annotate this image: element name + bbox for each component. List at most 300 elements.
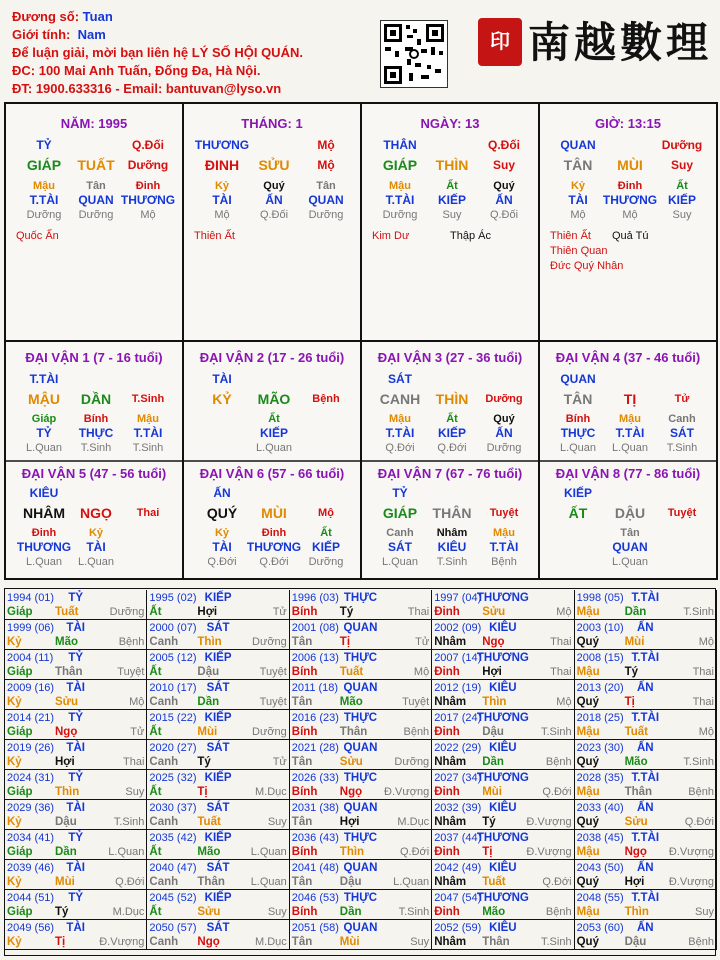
year-stage: L.Quan — [108, 846, 145, 858]
year-stem: Bính — [291, 786, 318, 798]
year-branch: Tuất — [197, 816, 221, 828]
stem-branch: MÙI — [617, 157, 643, 173]
year-star: THỰC — [343, 712, 378, 724]
year-stem: Kỷ — [7, 936, 22, 948]
year-cell — [147, 620, 289, 650]
hidden-ten-god: TỶ — [36, 426, 52, 440]
year-star: TỶ — [68, 832, 84, 844]
year-branch: Sửu — [339, 756, 363, 768]
year-stage: Q.Đới — [115, 876, 145, 888]
phone-email-line[interactable]: ĐT: 1900.633316 - Email: bantuvan@lyso.vn — [12, 81, 282, 96]
year-branch: Mùi — [624, 636, 645, 648]
year-label: 2035 (42) — [149, 832, 197, 844]
year-label: 2048 (55) — [576, 892, 624, 904]
year-branch: Hợi — [197, 606, 218, 618]
stem-branch: DẬU — [614, 505, 646, 521]
year-cell — [5, 590, 147, 620]
hidden-ten-god: KIẾP — [259, 426, 288, 440]
dai-van-star: SÁT — [388, 372, 412, 386]
hidden-stem: Ất — [676, 180, 688, 192]
year-stage: Suy — [267, 906, 287, 918]
stage-label: Q.Đối — [489, 209, 519, 221]
hidden-stem: Bính — [83, 413, 109, 425]
stage-label: Dưỡng — [308, 209, 344, 221]
hidden-stem: Mậu — [389, 180, 411, 192]
hidden-ten-god: TÀI — [568, 193, 588, 207]
hidden-stem: Tân — [316, 180, 336, 192]
year-label: 2041 (48) — [291, 862, 339, 874]
year-stage: Q.Đới — [542, 786, 572, 798]
year-stem: Kỷ — [7, 756, 22, 768]
year-stem: Kỷ — [7, 816, 22, 828]
year-stage: Đ.Vượng — [668, 876, 714, 888]
dai-van-title: ĐẠI VẬN 8 (77 - 86 tuổi) — [555, 466, 701, 481]
year-label: 2002 (09) — [434, 622, 482, 634]
year-branch: Sửu — [55, 696, 79, 708]
year-star: KIẾP — [204, 772, 232, 784]
year-stem: Đinh — [434, 666, 460, 678]
year-label: 2004 (11) — [7, 652, 54, 664]
hidden-ten-god: ẤN — [495, 426, 513, 440]
year-cell — [432, 800, 574, 830]
year-star: THƯƠNG — [476, 772, 529, 784]
year-stage: Tử — [272, 606, 287, 618]
year-branch: Tý — [55, 906, 69, 918]
year-stage: Bệnh — [545, 906, 572, 918]
year-label: 1994 (01) — [7, 592, 55, 604]
pillar-title: NĂM: 1995 — [60, 116, 128, 131]
year-cell — [575, 650, 717, 680]
year-star: SÁT — [206, 922, 230, 934]
year-stage: L.Quan — [393, 876, 430, 888]
year-cell — [432, 830, 574, 860]
star-note: Đức Quý Nhân — [550, 260, 624, 272]
year-star: KIẾP — [204, 652, 232, 664]
year-label: 2014 (21) — [7, 712, 55, 724]
hidden-stem: Kỷ — [214, 180, 230, 192]
year-stem: Ất — [149, 906, 162, 918]
year-branch: Ngọ — [482, 636, 505, 648]
stem-branch: Tuyệt — [489, 507, 519, 519]
duong-so-value: Tuan — [82, 9, 113, 24]
dai-van-cell — [538, 340, 718, 462]
year-star: TỶ — [68, 592, 84, 604]
year-branch: Tị — [624, 696, 635, 708]
hidden-ten-god: TÀI — [212, 193, 232, 207]
hidden-stem: Ất — [446, 413, 458, 425]
ten-god-label: TỶ — [36, 138, 52, 152]
stem-branch: Tử — [674, 393, 690, 405]
stage-label: L.Quan — [25, 442, 63, 454]
year-cell — [5, 830, 147, 860]
year-stage: Thai — [692, 666, 714, 678]
stage-label: L.Quan — [611, 442, 649, 454]
year-stage: T.Sinh — [113, 816, 145, 828]
year-cell — [432, 740, 574, 770]
year-cell — [290, 830, 432, 860]
hidden-stem: Đinh — [617, 180, 643, 192]
hidden-stem: Mậu — [389, 413, 411, 425]
hidden-ten-god: THỰC — [560, 426, 596, 440]
year-branch: Thìn — [624, 906, 649, 918]
year-star: THƯƠNG — [476, 832, 529, 844]
year-star: T.TÀI — [631, 772, 660, 784]
dai-van-star: QUAN — [560, 372, 596, 386]
year-stem: Quý — [576, 936, 599, 948]
year-label: 2012 (19) — [434, 682, 482, 694]
year-stem: Tân — [291, 636, 313, 648]
year-stage: Tử — [415, 636, 430, 648]
stage-label: Q.Đới — [207, 556, 237, 568]
hidden-ten-god: TÀI — [86, 540, 106, 554]
stage-label: L.Quan — [611, 556, 649, 568]
brand-text: 南越數理 — [528, 18, 713, 67]
stage-label: Bệnh — [491, 556, 517, 568]
gioi-tinh-label: Giới tính: — [12, 27, 71, 42]
year-stage: M.Dục — [255, 786, 287, 798]
year-cell — [432, 620, 574, 650]
hidden-ten-god: KIẾP — [311, 540, 340, 554]
year-star: T.TÀI — [631, 592, 660, 604]
hidden-ten-god: TÀI — [212, 540, 232, 554]
dai-van-title: ĐẠI VẬN 1 (7 - 16 tuổi) — [25, 350, 163, 365]
hidden-ten-god: QUAN — [612, 540, 648, 554]
year-branch: Mão — [55, 636, 78, 648]
year-stage: Bệnh — [403, 726, 430, 738]
hidden-ten-god: T.TÀI — [385, 193, 415, 207]
year-stem: Tân — [291, 696, 313, 708]
year-stage: Dưỡng — [252, 726, 287, 738]
year-star: TÀI — [66, 862, 85, 874]
year-stage: Mộ — [556, 696, 572, 708]
year-branch: Dậu — [55, 816, 77, 828]
year-branch: Ngọ — [197, 936, 220, 948]
pillar-title: NGÀY: 13 — [420, 116, 480, 131]
year-star: KIÊU — [489, 622, 517, 634]
year-star: THƯƠNG — [476, 592, 529, 604]
year-branch: Mùi — [482, 786, 502, 798]
year-stage: Bệnh — [545, 756, 572, 768]
dai-van-title: ĐẠI VẬN 3 (27 - 36 tuổi) — [377, 350, 523, 365]
year-star: KIÊU — [489, 862, 517, 874]
header-info — [12, 8, 342, 98]
year-stage: Tuyệt — [117, 666, 145, 678]
year-star: QUAN — [343, 622, 378, 634]
annual-luck-grid — [4, 588, 716, 956]
year-branch: Mão — [482, 906, 506, 918]
year-cell — [432, 680, 574, 710]
star-note: Quốc Ấn — [16, 230, 59, 242]
dai-van-star: T.TÀI — [29, 372, 59, 386]
year-star: TỶ — [68, 772, 84, 784]
year-cell — [575, 860, 717, 890]
year-label: 2023 (30) — [576, 742, 624, 754]
year-stage: Bệnh — [118, 636, 145, 648]
year-label: 2043 (50) — [576, 862, 624, 874]
hidden-ten-god: THƯƠNG — [16, 540, 72, 554]
ten-god-label: Q.Đối — [132, 138, 164, 152]
stage-label: L.Quan — [255, 442, 293, 454]
hidden-ten-god: QUAN — [308, 193, 344, 207]
dai-van-title: ĐẠI VẬN 6 (57 - 66 tuổi) — [199, 466, 345, 481]
year-label: 2022 (29) — [434, 742, 482, 754]
stem-branch: SỬU — [258, 157, 290, 173]
year-star: SÁT — [206, 742, 230, 754]
year-star: ẤN — [636, 622, 654, 634]
year-stem: Bính — [291, 906, 318, 918]
seal-stamp-icon: 印 — [478, 18, 522, 66]
year-label: 2036 (43) — [291, 832, 339, 844]
year-branch: Tý — [482, 816, 496, 828]
hidden-ten-god: THƯƠNG — [246, 540, 302, 554]
year-label: 2042 (49) — [434, 862, 482, 874]
stage-label: Dưỡng — [486, 442, 522, 454]
stem-branch: THÂN — [432, 505, 472, 521]
stem-branch: TÂN — [563, 391, 593, 407]
year-stem: Giáp — [7, 666, 33, 678]
stem-branch: Dưỡng — [485, 393, 523, 405]
year-branch: Hợi — [339, 816, 360, 828]
year-stage: Dưỡng — [394, 756, 430, 768]
year-label: 2038 (45) — [576, 832, 624, 844]
year-stage: Tuyệt — [259, 666, 287, 678]
year-star: TÀI — [66, 742, 85, 754]
stem-branch: Bệnh — [312, 393, 340, 405]
year-branch: Thân — [55, 666, 83, 678]
stage-label: Dưỡng — [26, 209, 62, 221]
hidden-stem: Đinh — [135, 180, 161, 192]
year-stage: Q.Đới — [684, 816, 714, 828]
year-stem: Canh — [149, 876, 179, 888]
year-branch: Thân — [482, 936, 510, 948]
year-stage: T.Sinh — [683, 756, 714, 768]
year-stage: Dưỡng — [252, 636, 287, 648]
year-stem: Nhâm — [434, 636, 467, 648]
year-stem: Mậu — [576, 846, 600, 858]
ten-god-label: Dưỡng — [661, 138, 703, 152]
year-star: ẤN — [636, 742, 654, 754]
year-star: QUAN — [343, 742, 378, 754]
stem-branch: MÙI — [261, 505, 287, 521]
year-label: 2006 (13) — [291, 652, 339, 664]
pillar-cell — [182, 102, 362, 342]
year-label: 2037 (44) — [434, 832, 482, 844]
year-label: 2039 (46) — [7, 862, 55, 874]
year-cell — [432, 920, 574, 950]
year-branch: Dần — [624, 606, 647, 618]
stage-label: Q.Đối — [259, 209, 289, 221]
year-stage: T.Sinh — [398, 906, 430, 918]
year-star: TÀI — [66, 622, 85, 634]
stage-label: T.Sinh — [666, 442, 698, 454]
star-note: Thiên Quan — [550, 245, 608, 257]
year-label: 2027 (34) — [434, 772, 482, 784]
year-label: 2024 (31) — [7, 772, 55, 784]
year-star: KIÊU — [489, 682, 517, 694]
year-cell — [432, 890, 574, 920]
year-branch: Thìn — [197, 636, 222, 648]
year-star: THỰC — [343, 832, 378, 844]
year-branch: Hợi — [55, 756, 75, 768]
year-stage: T.Sinh — [683, 606, 714, 618]
year-cell — [290, 860, 432, 890]
year-stem: Kỷ — [7, 696, 22, 708]
year-stage: Tuyệt — [402, 696, 430, 708]
year-cell — [575, 920, 717, 950]
stem-branch: NHÂM — [23, 505, 65, 521]
year-star: KIẾP — [204, 712, 232, 724]
year-label: 1996 (03) — [291, 592, 339, 604]
year-cell — [575, 620, 717, 650]
year-cell — [147, 710, 289, 740]
stage-label: Q.Đới — [437, 442, 467, 454]
year-cell — [575, 590, 717, 620]
year-stem: Giáp — [7, 846, 33, 858]
pillar-cell — [538, 102, 718, 342]
year-branch: Tị — [55, 936, 66, 948]
year-label: 2010 (17) — [149, 682, 197, 694]
hidden-ten-god: KIẾP — [437, 193, 466, 207]
dai-van-cell — [360, 340, 540, 462]
year-stem: Kỷ — [7, 876, 22, 888]
stem-branch: NGỌ — [80, 505, 112, 521]
stem-branch: Dưỡng — [127, 158, 169, 172]
year-stem: Bính — [291, 606, 318, 618]
hidden-stem: Kỷ — [214, 527, 230, 539]
year-branch: Thân — [197, 876, 225, 888]
year-branch: Hợi — [482, 666, 502, 678]
year-cell — [432, 710, 574, 740]
year-label: 2045 (52) — [149, 892, 197, 904]
pillar-cell — [4, 102, 184, 342]
year-cell — [290, 920, 432, 950]
year-branch: Thìn — [339, 846, 365, 858]
year-stem: Tân — [291, 816, 313, 828]
year-stage: T.Sinh — [541, 936, 572, 948]
year-stem: Bính — [291, 846, 318, 858]
year-branch: Tuất — [55, 606, 79, 618]
year-star: SÁT — [206, 622, 230, 634]
hidden-ten-god: THỰC — [78, 426, 114, 440]
year-stem: Quý — [576, 636, 599, 648]
hidden-ten-god: THƯƠNG — [602, 193, 658, 207]
stage-label: Dưỡng — [382, 209, 418, 221]
year-stem: Tân — [291, 756, 313, 768]
hidden-stem: Ất — [320, 527, 332, 539]
year-label: 2028 (35) — [576, 772, 624, 784]
year-stem: Canh — [149, 756, 179, 768]
year-branch: Tị — [339, 636, 351, 648]
year-stem: Canh — [149, 816, 179, 828]
year-stem: Ất — [149, 726, 162, 738]
year-cell — [432, 860, 574, 890]
year-stage: Suy — [695, 906, 714, 918]
hidden-ten-god: KIẾP — [667, 193, 696, 207]
year-cell — [575, 800, 717, 830]
year-star: SÁT — [206, 802, 230, 814]
year-branch: Tuất — [482, 876, 506, 888]
year-stage: L.Quan — [250, 846, 287, 858]
year-star: TÀI — [66, 922, 85, 934]
year-branch: Thân — [624, 786, 653, 798]
year-cell — [575, 710, 717, 740]
dai-van-star: KIÊU — [29, 486, 59, 500]
year-label: 2051 (58) — [291, 922, 339, 934]
gioi-tinh-value: Nam — [77, 27, 106, 42]
hidden-ten-god: T.TÀI — [489, 540, 519, 554]
year-label: 2049 (56) — [7, 922, 55, 934]
year-label: 1999 (06) — [7, 622, 55, 634]
year-star: SÁT — [206, 682, 230, 694]
year-stem: Nhâm — [434, 696, 467, 708]
stem-branch: Mộ — [317, 158, 335, 172]
year-branch: Ngọ — [624, 846, 647, 858]
dai-van-cell — [4, 460, 184, 580]
year-stage: Mộ — [698, 726, 714, 738]
year-label: 2003 (10) — [576, 622, 624, 634]
year-stage: Tuyệt — [259, 696, 287, 708]
star-note: Thập Ác — [450, 230, 491, 242]
hidden-stem: Giáp — [31, 413, 57, 425]
ten-god-label: Q.Đối — [488, 138, 520, 152]
stage-label: L.Quan — [25, 556, 63, 568]
stage-label: Q.Đới — [259, 556, 289, 568]
hidden-stem: Tân — [86, 180, 106, 192]
year-label: 2050 (57) — [149, 922, 197, 934]
ten-god-label: THÂN — [383, 138, 417, 152]
year-cell — [147, 650, 289, 680]
year-cell — [432, 770, 574, 800]
year-stem: Ất — [149, 786, 162, 798]
year-cell — [432, 590, 574, 620]
year-cell — [575, 740, 717, 770]
year-branch: Tý — [624, 666, 639, 678]
year-cell — [5, 710, 147, 740]
stage-label: Mộ — [140, 209, 156, 221]
year-stem: Mậu — [576, 906, 600, 918]
stem-branch: Mộ — [318, 507, 334, 519]
qr-code-icon[interactable] — [380, 20, 448, 88]
year-stem: Tân — [291, 876, 313, 888]
year-label: 2047 (54) — [434, 892, 482, 904]
year-label: 2007 (14) — [434, 652, 482, 664]
year-cell — [290, 680, 432, 710]
year-stage: Q.Đới — [542, 876, 572, 888]
hidden-ten-god: T.TÀI — [385, 426, 415, 440]
hidden-stem: Mậu — [137, 413, 159, 425]
pillar-title: THÁNG: 1 — [241, 116, 303, 131]
year-stem: Quý — [576, 816, 599, 828]
year-branch: Hợi — [624, 876, 645, 888]
year-label: 2015 (22) — [149, 712, 197, 724]
dai-van-cell — [360, 460, 540, 580]
year-cell — [432, 650, 574, 680]
year-star: T.TÀI — [631, 652, 660, 664]
hidden-ten-god: THƯƠNG — [120, 193, 176, 207]
year-cell — [5, 650, 147, 680]
dai-van-star: TÀI — [212, 372, 232, 386]
hidden-stem: Ất — [446, 180, 458, 192]
star-note: Thiên Ất — [194, 230, 235, 242]
year-stem: Giáp — [7, 906, 33, 918]
year-label: 2034 (41) — [7, 832, 55, 844]
year-stage: L.Quan — [250, 876, 287, 888]
year-cell — [147, 740, 289, 770]
year-stem: Quý — [576, 756, 599, 768]
year-label: 1997 (04) — [434, 592, 482, 604]
year-label: 2008 (15) — [576, 652, 624, 664]
year-star: TỶ — [68, 712, 84, 724]
